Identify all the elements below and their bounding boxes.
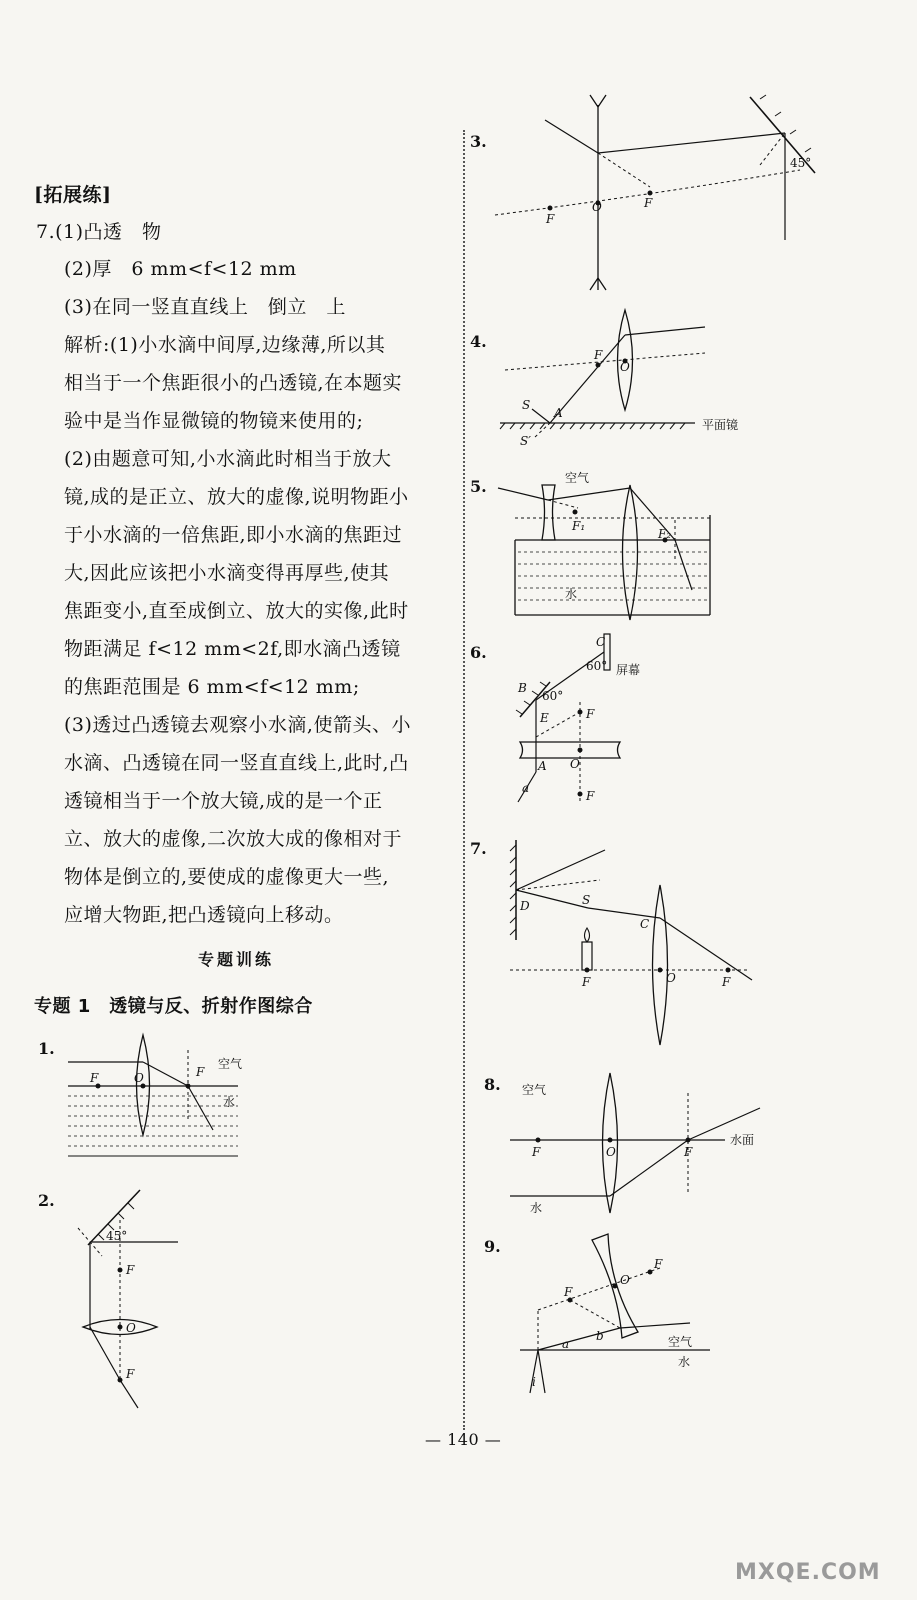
svg-text:a: a bbox=[522, 781, 530, 795]
fig-number: 9. bbox=[484, 1237, 501, 1256]
svg-text:水面: 水面 bbox=[730, 1133, 755, 1147]
analysis-line: 解析:(1)小水滴中间厚,边缘薄,所以其 bbox=[64, 334, 386, 356]
svg-text:S: S bbox=[582, 893, 591, 907]
svg-text:D: D bbox=[520, 899, 530, 913]
fig-number: 6. bbox=[470, 643, 487, 662]
figure-6 bbox=[470, 632, 830, 807]
svg-text:O: O bbox=[620, 1273, 630, 1287]
svg-text:O: O bbox=[570, 757, 580, 771]
svg-text:F: F bbox=[582, 975, 591, 989]
svg-text:空气: 空气 bbox=[522, 1083, 547, 1097]
fig-number: 4. bbox=[470, 332, 487, 351]
svg-text:O: O bbox=[592, 200, 602, 214]
svg-text:平面镜: 平面镜 bbox=[702, 418, 739, 432]
figure-3 bbox=[470, 95, 830, 295]
svg-text:b: b bbox=[596, 1329, 604, 1343]
page-number: — 140 — bbox=[425, 1430, 502, 1449]
svg-text:空气: 空气 bbox=[668, 1335, 693, 1349]
svg-text:水: 水 bbox=[678, 1355, 691, 1369]
svg-text:F: F bbox=[532, 1145, 541, 1159]
svg-text:水: 水 bbox=[223, 1095, 236, 1109]
analysis-line: 相当于一个焦距很小的凸透镜,在本题实 bbox=[64, 372, 403, 394]
analysis-line: 验中是当作显微镜的物镜来使用的; bbox=[64, 410, 364, 432]
analysis-line: (2)由题意可知,小水滴此时相当于放大 bbox=[64, 448, 392, 470]
analysis-line: 应增大物距,把凸透镜向上移动。 bbox=[64, 904, 344, 926]
svg-text:F: F bbox=[722, 975, 731, 989]
figure-1 bbox=[38, 1030, 258, 1170]
svg-text:a: a bbox=[562, 1337, 570, 1351]
svg-text:O: O bbox=[606, 1145, 616, 1159]
svg-text:A: A bbox=[538, 759, 547, 773]
analysis-line: 水滴、凸透镜在同一竖直直线上,此时,凸 bbox=[64, 752, 409, 774]
analysis-line: (3)透过凸透镜去观察小水滴,使箭头、小 bbox=[64, 714, 411, 736]
analysis-line: 物体是倒立的,要使成的虚像更大一些, bbox=[64, 866, 390, 888]
svg-text:O: O bbox=[620, 360, 630, 374]
svg-text:F: F bbox=[644, 196, 653, 210]
analysis-line: 于小水滴的一倍焦距,即小水滴的焦距过 bbox=[64, 524, 403, 546]
fig-number: 2. bbox=[38, 1191, 55, 1210]
svg-text:60°: 60° bbox=[542, 689, 564, 703]
watermark: MXQE.COM bbox=[735, 1560, 881, 1585]
svg-text:F: F bbox=[126, 1263, 135, 1277]
fig-number: 7. bbox=[470, 839, 487, 858]
answer-line: 7.(1)凸透 物 bbox=[36, 221, 162, 243]
fig-number: 3. bbox=[470, 132, 487, 151]
svg-text:F: F bbox=[586, 789, 595, 803]
svg-text:S′: S′ bbox=[520, 434, 531, 448]
svg-text:B: B bbox=[518, 681, 527, 695]
svg-text:O: O bbox=[134, 1071, 144, 1085]
svg-text:S: S bbox=[522, 398, 531, 412]
svg-text:屏幕: 屏幕 bbox=[616, 663, 641, 677]
answer-line: (3)在同一竖直直线上 倒立 上 bbox=[64, 296, 346, 318]
svg-text:45°: 45° bbox=[790, 156, 812, 170]
svg-text:F: F bbox=[594, 348, 603, 362]
topic-heading: 专题 1 透镜与反、折射作图综合 bbox=[34, 996, 313, 1017]
svg-text:F: F bbox=[654, 1257, 663, 1271]
figure-8 bbox=[470, 1068, 830, 1218]
svg-text:E: E bbox=[540, 711, 549, 725]
svg-text:C: C bbox=[596, 635, 606, 649]
analysis-line: 立、放大的虚像,二次放大成的像相对于 bbox=[64, 828, 403, 850]
column-divider bbox=[463, 130, 465, 1430]
svg-text:F: F bbox=[90, 1071, 99, 1085]
svg-text:60°: 60° bbox=[586, 659, 608, 673]
fig-number: 5. bbox=[470, 477, 487, 496]
svg-text:F: F bbox=[546, 212, 555, 226]
svg-text:F₁: F₁ bbox=[572, 519, 586, 533]
section-heading: 专题训练 bbox=[198, 950, 275, 969]
analysis-line: 大,因此应该把小水滴变得再厚些,使其 bbox=[64, 562, 390, 584]
figure-7 bbox=[470, 830, 830, 1050]
figure-2 bbox=[38, 1180, 238, 1410]
figure-4 bbox=[470, 305, 830, 450]
svg-text:F: F bbox=[196, 1065, 205, 1079]
svg-text:F: F bbox=[586, 707, 595, 721]
svg-text:A: A bbox=[554, 406, 563, 420]
svg-text:O: O bbox=[666, 971, 676, 985]
answer-line: (2)厚 6 mm<f<12 mm bbox=[64, 258, 297, 280]
svg-text:F: F bbox=[564, 1285, 573, 1299]
svg-text:F: F bbox=[684, 1145, 693, 1159]
svg-text:C: C bbox=[640, 917, 650, 931]
svg-text:空气: 空气 bbox=[218, 1057, 243, 1071]
svg-text:F: F bbox=[126, 1367, 135, 1381]
svg-text:i: i bbox=[532, 1375, 536, 1389]
svg-text:空气: 空气 bbox=[565, 471, 590, 485]
figure-5 bbox=[470, 460, 830, 625]
svg-text:水: 水 bbox=[530, 1201, 543, 1215]
figure-9 bbox=[470, 1228, 830, 1403]
svg-text:45°: 45° bbox=[106, 1229, 128, 1243]
section-label: [拓展练] bbox=[34, 184, 112, 206]
svg-text:水: 水 bbox=[565, 587, 578, 601]
analysis-line: 透镜相当于一个放大镜,成的是一个正 bbox=[64, 790, 383, 812]
svg-text:F₂: F₂ bbox=[658, 527, 672, 541]
fig-number: 1. bbox=[38, 1039, 55, 1058]
svg-text:O: O bbox=[126, 1321, 136, 1335]
analysis-line: 物距满足 f<12 mm<2f,即水滴凸透镜 bbox=[64, 638, 401, 660]
analysis-line: 的焦距范围是 6 mm<f<12 mm; bbox=[64, 676, 360, 698]
analysis-line: 焦距变小,直至成倒立、放大的实像,此时 bbox=[64, 600, 409, 622]
fig-number: 8. bbox=[484, 1075, 501, 1094]
analysis-line: 镜,成的是正立、放大的虚像,说明物距小 bbox=[64, 486, 409, 508]
